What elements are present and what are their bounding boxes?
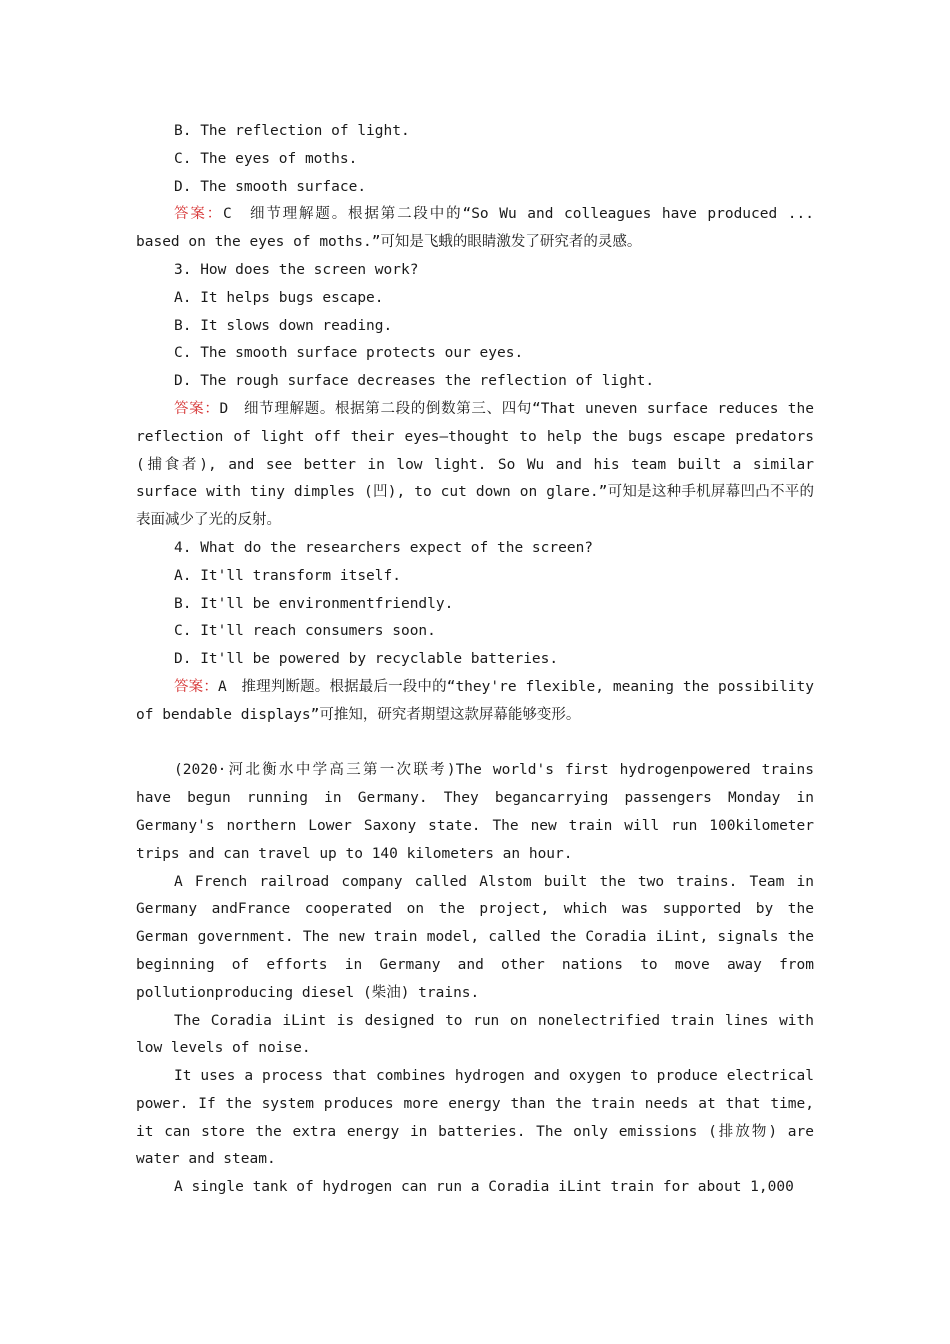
q3-option-b: B. It slows down reading.: [174, 317, 393, 334]
document-page: [136, 118, 814, 1202]
passage-paragraph-5: A single tank of hydrogen can run a Coradia iLint train for about 1,000: [174, 1179, 794, 1196]
q3-answer: [136, 396, 814, 535]
q2-option-c: C. The eyes of moths.: [174, 150, 358, 167]
q2-option-b: B. The reflection of light.: [174, 123, 410, 139]
answer-explanation: D 细节理解题。根据第二段的倒数第三、四句“That uneven surface reduces the reflection of light off their eyes—thought to help the bugs escape predators (捕食者), and see better in low light. So Wu and his team built a similar surface with tiny dimples (凹), to cut down on glare.”可知是这种手机屏幕凹凸不平的表面减少了光的反射。: [136, 400, 814, 529]
q2-answer: [136, 201, 814, 257]
passage-paragraph-4: It uses a process that combines hydrogen and oxygen to produce electrical power. If the system produces more energy than the train needs at that time, it can store the extra energy in batteries. The only emissions (排放物) are water and steam.: [136, 1068, 814, 1168]
answer-explanation: A 推理判断题。根据最后一段中的“they're flexible, meaning the possibility of bendable displays”可推知，研究者期望这款屏幕能够变形。: [136, 678, 815, 723]
q4-option-c: C. It'll reach consumers soon.: [174, 623, 436, 640]
q2-option-d: D. The smooth surface.: [174, 178, 367, 195]
q3-option-d: D. The rough surface decreases the reflection of light.: [174, 373, 655, 390]
answer-label: 答案：: [174, 400, 220, 417]
q3-option-a: A. It helps bugs escape.: [174, 289, 384, 306]
passage-paragraph-1: (2020·河北衡水中学高三第一次联考)The world's first hydrogenpowered trains have begun running in Germany. They begancarrying passengers Monday in Germany's northern Lower Saxony state. The new train will run 100kilometer trips and can travel up to 140 kilometers an hour.: [136, 762, 814, 862]
passage-paragraph-3: The Coradia iLint is designed to run on nonelectrified train lines with low levels of noise.: [136, 1012, 814, 1057]
q4-option-b: B. It'll be environmentfriendly.: [174, 595, 454, 612]
q4-option-a: A. It'll transform itself.: [174, 567, 401, 584]
passage-paragraph-2: A French railroad company called Alstom built the two trains. Team in Germany andFrance cooperated on the project, which was supported by the German government. The new train model, called the Coradia iLint, signals the beginning of efforts in Germany and other nations to move away from pollutionproducing diesel (柴油) trains.: [136, 873, 814, 1001]
q4-option-d: D. It'll be powered by recyclable batteries.: [174, 651, 559, 668]
q3-question: 3. How does the screen work?: [174, 261, 419, 278]
q3-option-c: C. The smooth surface protects our eyes.: [174, 345, 524, 362]
answer-label: 答案：: [174, 678, 218, 695]
answer-explanation: C 细节理解题。根据第二段中的“So Wu and colleagues have produced ... based on the eyes of moths.”可知是飞蛾的眼睛激发了研究者的灵感。: [136, 206, 814, 251]
q4-question: 4. What do the researchers expect of the screen?: [174, 539, 594, 556]
answer-label: 答案：: [174, 206, 224, 223]
section-gap: [136, 730, 814, 758]
q4-answer: [136, 674, 814, 730]
